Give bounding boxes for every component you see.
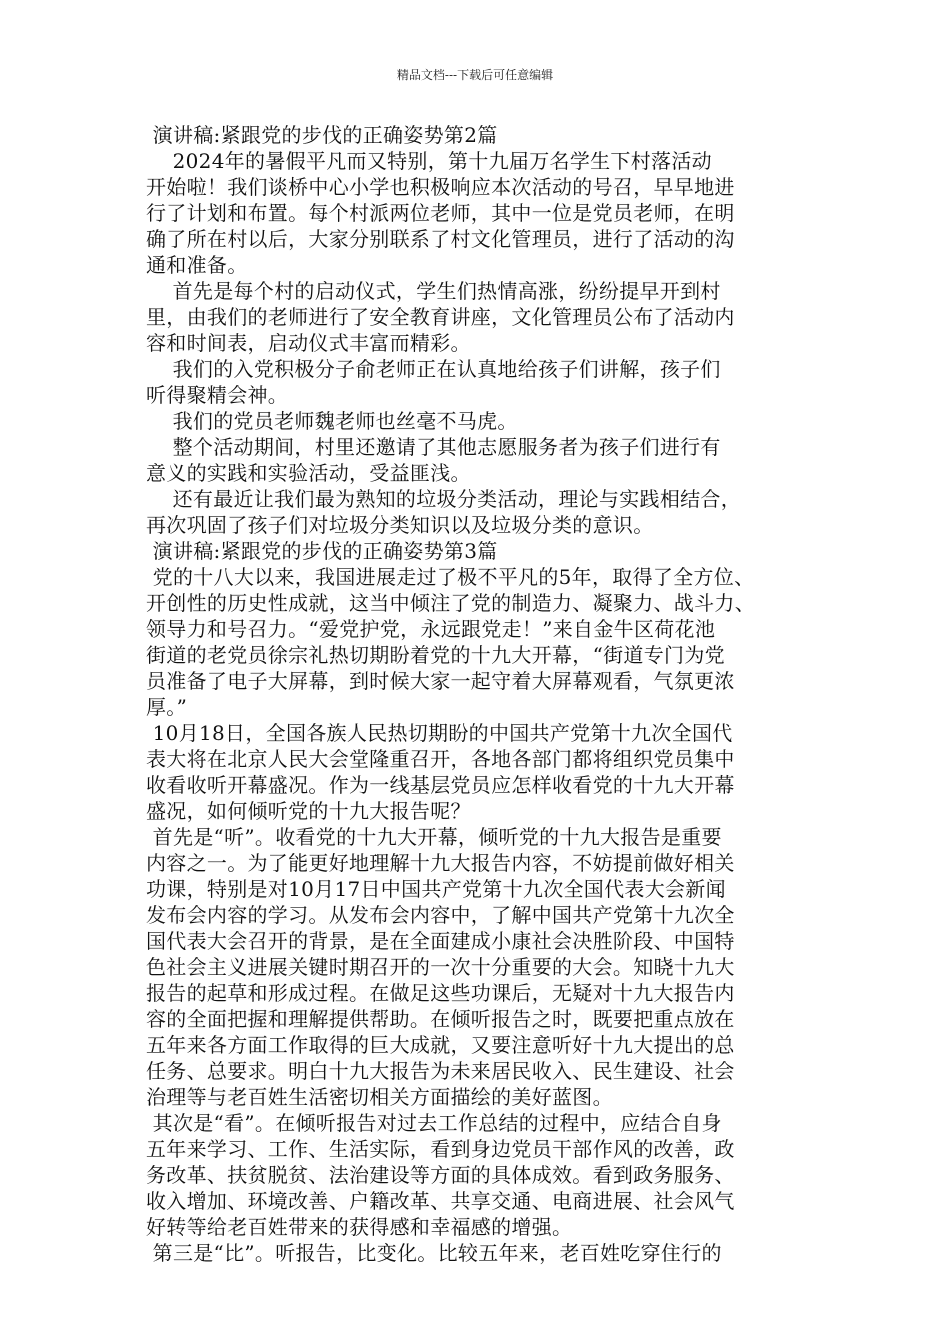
text-line: 通和准备。 — [146, 253, 248, 277]
text-line: 领导力和号召力。“爱党护党，永远跟党走！”来自金牛区荷花池 — [146, 617, 716, 641]
text-line: 确了所在村以后，大家分别联系了村文化管理员，进行了活动的沟 — [146, 227, 735, 251]
text-line: 意义的实践和实验活动，受益匪浅。 — [146, 461, 471, 485]
text-line: 第三是“比”。听报告，比变化。比较五年来，老百姓吃穿住行的 — [146, 1241, 722, 1265]
text-line: 报告的起草和形成过程。在做足这些功课后，无疑对十九大报告内 — [146, 981, 735, 1005]
text-line: 听得聚精会神。 — [146, 383, 289, 407]
text-line: 治理等与老百姓生活密切相关方面描绘的美好蓝图。 — [146, 1085, 613, 1109]
text-line: 2024年的暑假平凡而又特别，第十九届万名学生下村落活动 — [146, 149, 712, 173]
text-line: 里，由我们的老师进行了安全教育讲座，文化管理员公布了活动内 — [146, 305, 735, 329]
text-line: 表大将在北京人民大会堂隆重召开，各地各部门都将组织党员集中 — [146, 747, 735, 771]
text-line: 我们的入党积极分子俞老师正在认真地给孩子们讲解，孩子们 — [146, 357, 721, 381]
text-line: 盛况，如何倾听党的十九大报告呢？ — [146, 799, 471, 823]
text-line: 演讲稿:紧跟党的步伐的正确姿势第2篇 — [146, 123, 498, 147]
text-line: 任务、总要求。明白十九大报告为未来居民收入、民生建设、社会 — [146, 1059, 735, 1083]
text-line: 收看收听开幕盛况。作为一线基层党员应怎样收看党的十九大开幕 — [146, 773, 735, 797]
text-line: 整个活动期间，村里还邀请了其他志愿服务者为孩子们进行有 — [146, 435, 721, 459]
text-line: 首先是每个村的启动仪式，学生们热情高涨，纷纷提早开到村 — [146, 279, 721, 303]
text-line: 演讲稿:紧跟党的步伐的正确姿势第3篇 — [146, 539, 498, 563]
document-body — [146, 122, 822, 1266]
text-line: 功课，特别是对10月17日中国共产党第十九次全国代表大会新闻 — [146, 877, 726, 901]
text-line: 厚。” — [146, 695, 188, 719]
text-line: 国代表大会召开的背景，是在全面建成小康社会决胜阶段、中国特 — [146, 929, 735, 953]
text-line: 员准备了电子大屏幕，到时候大家一起守着大屏幕观看，气氛更浓 — [146, 669, 735, 693]
text-line: 五年来各方面工作取得的巨大成就，又要注意听好十九大提出的总 — [146, 1033, 735, 1057]
text-line: 发布会内容的学习。从发布会内容中，了解中国共产党第十九次全 — [146, 903, 735, 927]
text-line: 开创性的历史性成就，这当中倾注了党的制造力、凝聚力、战斗力、 — [146, 591, 755, 615]
text-line: 开始啦！我们谈桥中心小学也积极响应本次活动的号召，早早地进 — [146, 175, 735, 199]
text-line: 党的十八大以来，我国进展走过了极不平凡的5年，取得了全方位、 — [146, 565, 755, 589]
text-line: 收入增加、环境改善、户籍改革、共享交通、电商进展、社会风气 — [146, 1189, 735, 1213]
text-line: 内容之一。为了能更好地理解十九大报告内容，不妨提前做好相关 — [146, 851, 735, 875]
page-header: 精品文档---下载后可任意编辑 — [396, 68, 554, 82]
text-line: 五年来学习、工作、生活实际，看到身边党员干部作风的改善，政 — [146, 1137, 735, 1161]
text-line: 容的全面把握和理解提供帮助。在倾听报告之时，既要把重点放在 — [146, 1007, 735, 1031]
text-line: 街道的老党员徐宗礼热切期盼着党的十九大开幕，“街道专门为党 — [146, 643, 725, 667]
text-line: 好转等给老百姓带来的获得感和幸福感的增强。 — [146, 1215, 573, 1239]
text-line: 其次是“看”。在倾听报告对过去工作总结的过程中，应结合自身 — [146, 1111, 722, 1135]
text-line: 色社会主义进展关键时期召开的一次十分重要的大会。知晓十九大 — [146, 955, 735, 979]
text-line: 行了计划和布置。每个村派两位老师，其中一位是党员老师，在明 — [146, 201, 735, 225]
text-line: 我们的党员老师魏老师也丝毫不马虎。 — [146, 409, 518, 433]
text-line: 再次巩固了孩子们对垃圾分类知识以及垃圾分类的意识。 — [146, 513, 654, 537]
text-line: 务改革、扶贫脱贫、法治建设等方面的具体成效。看到政务服务、 — [146, 1163, 735, 1187]
text-line: 10月18日，全国各族人民热切期盼的中国共产党第十九次全国代 — [146, 721, 733, 745]
text-line: 首先是“听”。收看党的十九大开幕，倾听党的十九大报告是重要 — [146, 825, 722, 849]
text-line: 容和时间表，启动仪式丰富而精彩。 — [146, 331, 471, 355]
text-line: 还有最近让我们最为熟知的垃圾分类活动，理论与实践相结合， — [146, 487, 742, 511]
